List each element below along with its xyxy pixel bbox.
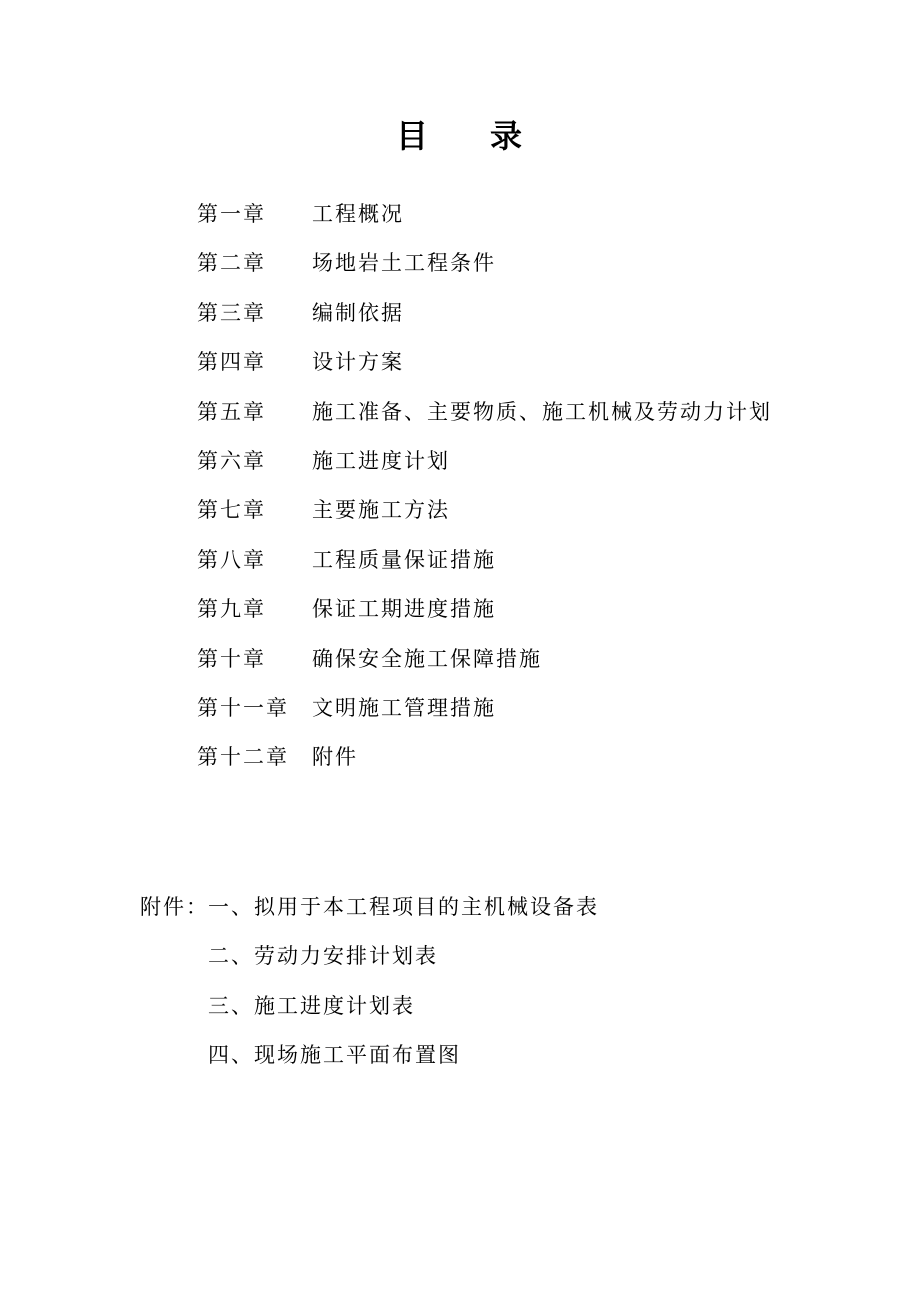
toc-entry-1	[197, 190, 772, 239]
attachment-item: 四、现场施工平面布置图	[208, 1043, 461, 1068]
toc-entry-9	[197, 585, 772, 634]
chapter-number: 第七章	[197, 498, 266, 523]
chapter-number: 第一章	[197, 202, 266, 226]
title-char-right: 录	[490, 117, 525, 155]
chapter-number: 第五章	[197, 399, 266, 424]
toc-entry-2	[197, 239, 772, 288]
chapter-title: 确保安全施工保障措施	[312, 646, 542, 671]
toc-entry-5	[197, 388, 772, 437]
chapter-number: 第十二章	[197, 745, 289, 770]
page-title	[0, 112, 920, 160]
toc-entry-6	[197, 437, 772, 486]
attachments-label: 附件：	[140, 895, 209, 919]
toc-entry-11	[197, 684, 772, 733]
chapter-number: 第六章	[197, 448, 266, 473]
toc-entry-12	[197, 733, 772, 782]
chapter-title: 工程概况	[312, 202, 404, 226]
attachment-item: 二、劳动力安排计划表	[208, 944, 438, 969]
title-char-left: 目	[395, 117, 430, 155]
chapter-title: 施工进度计划	[312, 448, 450, 473]
chapter-title: 保证工期进度措施	[312, 597, 496, 622]
chapter-title: 场地岩土工程条件	[312, 251, 496, 276]
chapter-title: 文明施工管理措施	[312, 695, 496, 720]
chapter-number: 第九章	[197, 597, 266, 622]
attachment-item: 三、施工进度计划表	[208, 993, 415, 1018]
chapter-number: 第二章	[197, 251, 266, 276]
toc-entry-10	[197, 635, 772, 684]
toc-entry-4	[197, 338, 772, 387]
attachment-item: 一、拟用于本工程项目的主机械设备表	[208, 895, 599, 919]
chapter-title: 主要施工方法	[312, 498, 450, 523]
chapter-title: 编制依据	[312, 300, 404, 325]
chapter-title: 工程质量保证措施	[312, 547, 496, 572]
chapter-number: 第十章	[197, 646, 266, 671]
toc-entry-8	[197, 536, 772, 585]
table-of-contents	[197, 190, 772, 783]
chapter-title: 施工准备、主要物质、施工机械及劳动力计划	[312, 399, 772, 424]
chapter-number: 第三章	[197, 300, 266, 325]
chapter-title: 附件	[312, 745, 358, 770]
chapter-title: 设计方案	[312, 350, 404, 375]
attachments-list	[208, 883, 599, 1081]
chapter-number: 第八章	[197, 547, 266, 572]
toc-entry-7	[197, 486, 772, 535]
chapter-number: 第十一章	[197, 695, 289, 720]
chapter-number: 第四章	[197, 350, 266, 375]
toc-entry-3	[197, 289, 772, 338]
